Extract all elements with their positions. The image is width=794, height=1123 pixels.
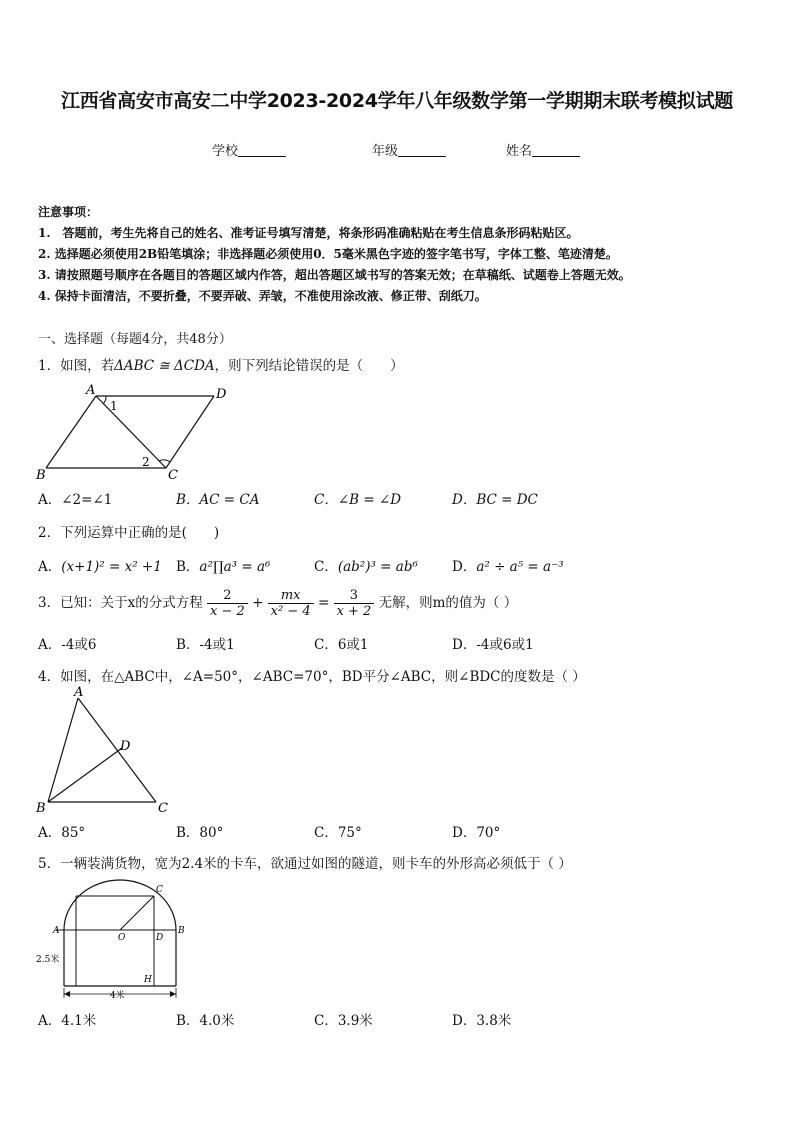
q1-stem (38, 354, 404, 374)
q5-label-O: O (118, 933, 126, 943)
q5-label-C: C (156, 885, 163, 895)
q3-fraction-1 (207, 588, 248, 619)
q3-f3-num: 3 (334, 588, 375, 604)
q3-stem-post: 无解，则m的值为（ ） (378, 595, 518, 611)
school-field (212, 140, 286, 159)
notice-heading: 注意事项： (38, 205, 99, 219)
q1-label-B: B (36, 468, 46, 483)
q3-option-d[interactable]: D．-4或6或1 (452, 637, 534, 653)
grade-label: 年级 (372, 144, 399, 159)
q1-stem-pre: 1．如图，若 (38, 358, 115, 374)
q5-label-H: H (144, 975, 152, 985)
q3-stem-pre: 3．已知：关于x的分式方程 (38, 595, 203, 611)
q1-option-a[interactable]: A．∠2=∠1 (38, 492, 113, 508)
q4-figure (30, 686, 180, 818)
q5-option-b[interactable]: B．4.0米 (176, 1013, 235, 1029)
q2-option-c-expr: (ab²)³ = ab⁶ (337, 559, 418, 575)
q2-option-d-expr: a² ÷ a⁵ = a⁻³ (476, 559, 564, 575)
q2-option-c-label: C． (314, 559, 338, 575)
q3-stem: 3．已知：关于x的分式方程 $\frac{2}{x - 2}$ + $\frac{mx}{\text{x² − 4}}$ = $\frac{3}{x + 2}$ 无解，则m的值为（ ） (38, 588, 518, 619)
q5-label-height: 2.5米 (36, 955, 60, 965)
q3-option-b[interactable]: B．-4或1 (176, 637, 235, 653)
q3-f1-den: x − 2 (210, 604, 245, 619)
q4-label-B: B (36, 801, 46, 816)
q1-label-angle2: 2 (142, 455, 150, 469)
q5-option-a[interactable]: A．4.1米 (38, 1013, 97, 1029)
q2-option-a[interactable] (38, 555, 162, 575)
q1-label-A: A (86, 383, 96, 398)
q1-stem-math: ΔABC ≅ ΔCDA (114, 358, 215, 374)
name-field (506, 140, 580, 159)
q5-figure (30, 876, 190, 1004)
q3-option-c[interactable]: C．6或1 (314, 637, 369, 653)
q3-f1-num: 2 (207, 588, 248, 604)
notice-item-1: 1. 答题前，考生先将自己的姓名、准考证号填写清楚，将条形码准确粘贴在考生信息条形码粘贴区。 (38, 226, 579, 240)
q3-f2-den: x² − 4 (270, 604, 311, 619)
q5-option-c[interactable]: C．3.9米 (314, 1013, 373, 1029)
page-title: 江西省高安市高安二中学2023-2024学年八年级数学第一学期期末联考模拟试题 (61, 90, 733, 112)
q5-label-A: A (53, 926, 60, 936)
q4-option-d[interactable]: D．70° (452, 825, 501, 841)
q4-option-b[interactable]: B．80° (176, 825, 224, 841)
q2-stem: 2．下列运算中正确的是( ) (38, 525, 220, 541)
q5-stem: 5．一辆装满货物，宽为2.4米的卡车，欲通过如图的隧道，则卡车的外形高必须低于（ ） (38, 856, 572, 872)
q4-label-C: C (158, 801, 168, 816)
q5-label-B: B (178, 926, 185, 936)
q5-label-D: D (156, 933, 164, 943)
section-heading: 一、选择题（每题4分，共48分） (38, 332, 232, 347)
notice-item-4: 4. 保持卡面清洁，不要折叠，不要弄破、弄皱，不准使用涂改液、修正带、刮纸刀。 (38, 289, 487, 303)
grade-field (372, 140, 446, 159)
q2-option-c[interactable] (314, 555, 418, 575)
q2-option-d[interactable] (452, 555, 564, 575)
q3-option-a[interactable]: A．-4或6 (38, 637, 97, 653)
q1-label-angle1: 1 (110, 399, 118, 413)
q3-f3-den: x + 2 (336, 604, 372, 619)
q1-label-D: D (216, 387, 227, 402)
name-blank (532, 144, 580, 157)
q4-option-c[interactable]: C．75° (314, 825, 362, 841)
q1-figure (30, 380, 240, 485)
q2-option-a-expr: (x+1)² = x² +1 (61, 559, 162, 575)
q5-option-d[interactable]: D．3.8米 (452, 1013, 512, 1029)
q3-fraction-2 (268, 588, 314, 619)
name-label: 姓名 (506, 144, 533, 159)
q2-option-b-label: B． (176, 559, 200, 575)
q1-label-C: C (168, 468, 178, 483)
school-blank (238, 144, 286, 157)
q1-option-b[interactable]: B．AC = CA (176, 492, 260, 508)
q4-stem: 4．如图，在△ABC中，∠A=50°，∠ABC=70°，BD平分∠ABC，则∠BDC的度数是（ ） (38, 669, 586, 685)
q3-f2-num: mx (268, 588, 314, 604)
notice-item-3: 3. 请按照题号顺序在各题目的答题区域内作答，超出答题区域书写的答案无效；在草稿纸、试题卷上答题无效。 (38, 268, 631, 282)
q1-option-c[interactable]: C．∠B = ∠D (314, 492, 402, 508)
school-label: 学校 (212, 144, 239, 159)
q4-label-D: D (120, 739, 131, 754)
grade-blank (398, 144, 446, 157)
q1-stem-post: ，则下列结论错误的是（ ） (214, 358, 404, 374)
notice-item-2: 2. 选择题必须使用2B铅笔填涂；非选择题必须使用0．5毫米黑色字迹的签字笔书写，字体工整、笔迹清楚。 (38, 247, 618, 261)
q5-label-width: 4米 (110, 991, 125, 1001)
q2-option-b[interactable] (176, 555, 270, 575)
q1-option-d[interactable]: D．BC = DC (452, 492, 538, 508)
q2-option-a-label: A． (38, 559, 62, 575)
q4-label-A: A (74, 686, 84, 700)
q3-fraction-3 (334, 588, 375, 619)
q2-option-b-expr: a²∏a³ = a⁶ (199, 559, 271, 575)
q4-option-a[interactable]: A．85° (38, 825, 86, 841)
q2-option-d-label: D． (452, 559, 477, 575)
